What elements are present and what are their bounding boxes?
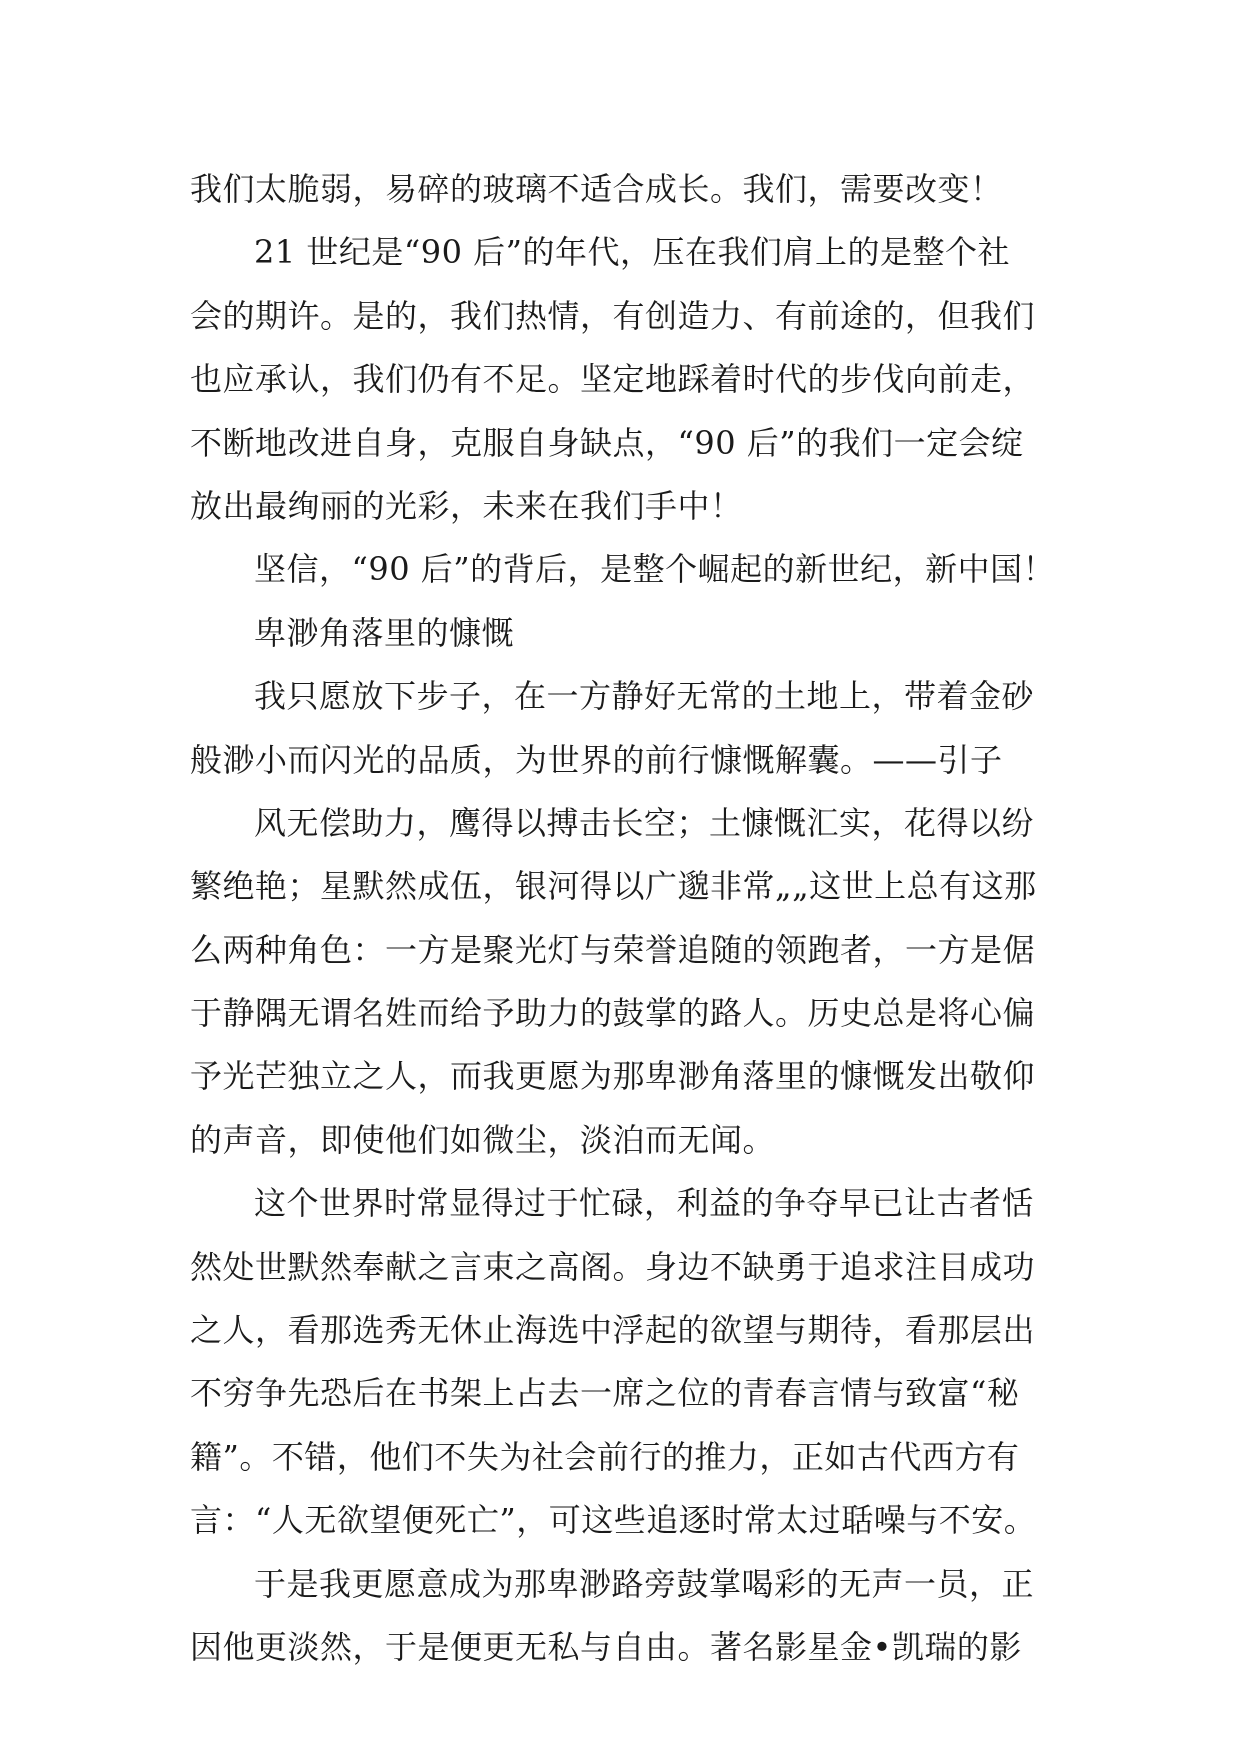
text-line: 不穷争先恐后在书架上占去一席之位的青春言情与致富“秘 [190,1374,1020,1413]
section-heading: 卑渺角落里的慷慨 [254,613,515,652]
text-line: 我只愿放下步子，在一方静好无常的土地上，带着金砂 [254,677,1035,716]
text-line: 般渺小而闪光的品质，为世界的前行慷慨解囊。——引子 [190,740,1003,779]
text-line: 会的期许。是的，我们热情，有创造力、有前途的，但我们 [190,296,1036,335]
text-line: 之人，看那选秀无休止海选中浮起的欲望与期待，看那层出 [190,1311,1036,1350]
text-line: 不断地改进自身，克服自身缺点，“90 后”的我们一定会绽 [190,423,1024,462]
text-line: 于静隅无谓名姓而给予助力的鼓掌的路人。历史总是将心偏 [190,994,1036,1033]
text-line: 我们太脆弱，易碎的玻璃不适合成长。我们，需要改变！ [190,170,1003,208]
text-line: 然处世默然奉献之言束之高阁。身边不缺勇于追求注目成功 [190,1247,1036,1286]
text-line: 坚信，“90 后”的背后，是整个崛起的新世纪，新中国！ [254,550,1056,589]
text-line: 予光芒独立之人，而我更愿为那卑渺角落里的慷慨发出敬仰 [190,1057,1036,1096]
text-line: 么两种角色：一方是聚光灯与荣誉追随的领跑者，一方是倨 [190,930,1036,969]
text-line: 的声音，即使他们如微尘，淡泊而无闻。 [190,1120,776,1159]
text-line: 21 世纪是“90 后”的年代，压在我们肩上的是整个社 [254,233,1011,272]
text-line: 这个世界时常显得过于忙碌，利益的争夺早已让古者恬 [254,1184,1035,1223]
text-line: 籍”。不错，他们不失为社会前行的推力，正如古代西方有 [190,1437,1020,1476]
text-line: 放出最绚丽的光彩，未来在我们手中！ [190,486,743,525]
text-line: 风无偿助力，鹰得以搏击长空；土慷慨汇实，花得以纷 [254,803,1035,842]
text-line: 言：“人无欲望便死亡”，可这些追逐时常太过聒噪与不安。 [190,1501,1037,1540]
text-line: 繁绝艳；星默然成伍，银河得以广邈非常„„这世上总有这那 [190,867,1037,906]
text-line: 也应承认，我们仍有不足。坚定地踩着时代的步伐向前走， [190,360,1036,399]
text-line: 因他更淡然，于是便更无私与自由。著名影星金•凯瑞的影 [190,1627,1022,1666]
text-line: 于是我更愿意成为那卑渺路旁鼓掌喝彩的无声一员，正 [254,1564,1035,1603]
document-body [190,158,1062,1679]
